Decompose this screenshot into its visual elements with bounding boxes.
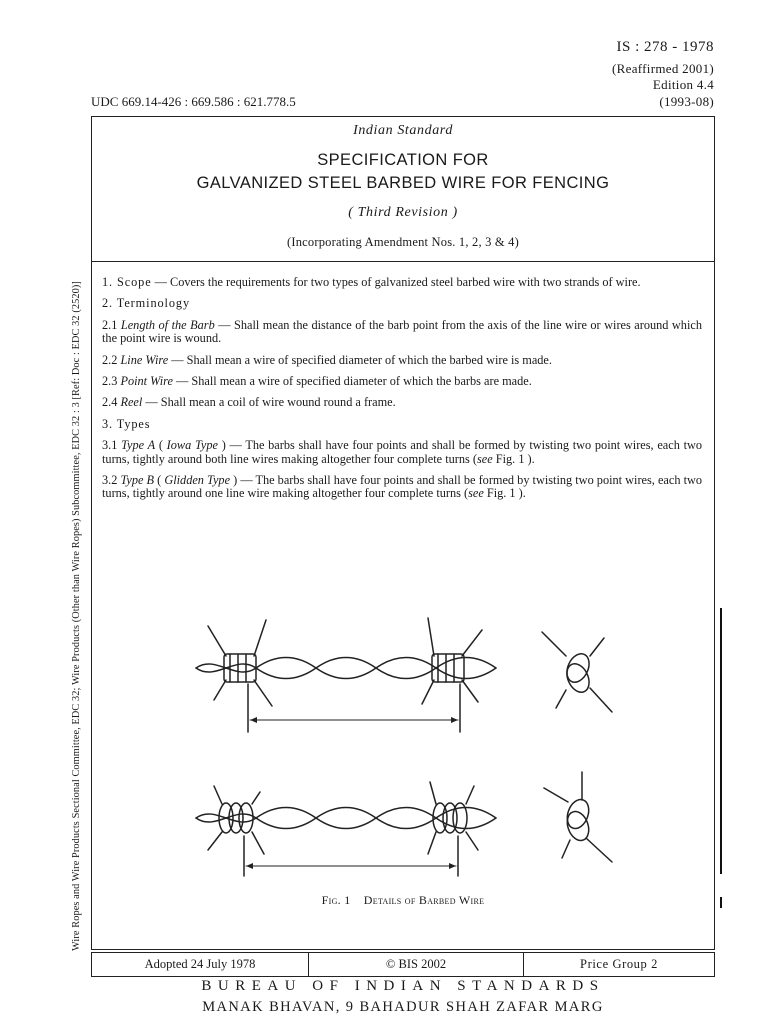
type-a-barb-right: [422, 618, 482, 704]
title-block: [92, 117, 714, 262]
revision-margin-bar: [720, 608, 722, 874]
clause-types: [102, 418, 702, 431]
copyright-notice: © BIS 2002: [309, 953, 524, 976]
type-b-end-view: [544, 772, 612, 862]
clause-text: — Shall mean a wire of specified diameter of which the barbed wire is made.: [168, 352, 552, 367]
clause-text: ) — The barbs shall have four points and shall be formed by twisting two point wires, each two turns, tightly around both line wires making altogether four complete turns (: [102, 438, 703, 466]
clauses-body: [102, 276, 702, 509]
type-b-line-wire: [196, 808, 496, 829]
clause-text: — Shall mean a wire of specified diameter of which the barbs are made.: [172, 374, 532, 389]
revision-margin-bar: [720, 897, 722, 908]
reaffirmed-note: (Reaffirmed 2001): [612, 61, 714, 76]
clause-text: — Covers the requirements for two types of galvanized steel barbed wire with two strands of wire.: [151, 275, 641, 289]
year-code: (1993-08): [659, 94, 714, 109]
clause-term: Reel: [120, 395, 143, 410]
clause-2-3: [102, 375, 702, 388]
clause-subterm: Glidden Type: [164, 473, 231, 488]
clause-2-4: [102, 396, 702, 409]
standard-number: IS : 278 - 1978: [616, 39, 714, 55]
clause-number: 2.1: [102, 317, 118, 332]
clause-number: 2.4: [102, 395, 118, 410]
title-line-2: GALVANIZED STEEL BARBED WIRE FOR FENCING: [196, 174, 610, 192]
type-a-barb-left: [208, 620, 272, 706]
publisher-name: BUREAU OF INDIAN STANDARDS: [201, 978, 605, 994]
figure-title: Details of Barbed Wire: [363, 893, 485, 907]
clause-number: 2.3: [102, 374, 118, 389]
figure-caption: [92, 893, 714, 908]
figure-ref: Fig. 1 ).: [492, 451, 535, 466]
clause-terminology: [102, 297, 702, 310]
revision-note: ( Third Revision ): [348, 205, 458, 220]
clause-text: — Shall mean the distance of the barb point from the axis of the line wire or wires around which the point wire is wound.: [102, 317, 702, 346]
type-b-pitch-dimension: [244, 836, 458, 876]
barbed-wire-figure: [178, 596, 628, 896]
type-b-barb-left: [208, 786, 264, 854]
clause-heading: 2. Terminology: [102, 296, 191, 311]
amendment-note: (Incorporating Amendment Nos. 1, 2, 3 & 4): [287, 235, 519, 249]
adopted-date: Adopted 24 July 1978: [92, 953, 309, 976]
clause-term: Type A: [121, 438, 156, 453]
clause-text: ) — The barbs shall have four points and shall be formed by twisting two point wires, each two turns, tightly around one line wire making altogether four complete turns (: [102, 473, 703, 501]
clause-number: 3.2: [102, 473, 118, 488]
clause-2-2: [102, 354, 702, 367]
clause-number: 2.2: [102, 352, 118, 367]
clause-term: Line Wire: [120, 352, 169, 367]
publisher-address: MANAK BHAVAN, 9 BAHADUR SHAH ZAFAR MARG: [202, 999, 604, 1015]
clause-number: 3.1: [102, 438, 118, 453]
title-line-1: SPECIFICATION FOR: [317, 151, 489, 169]
udc-number: UDC 669.14-426 : 669.586 : 621.778.5: [91, 94, 296, 109]
clause-term: Type B: [120, 473, 155, 488]
committee-sidebar-note: Wire Ropes and Wire Products Sectional Committee, EDC 32; Wire Products (Other than Wire Ropes) Subcommittee, EDC 32 : 3 [Ref: Doc : EDC 32 (2520)]: [71, 281, 82, 951]
clause-heading: 3. Types: [102, 416, 151, 431]
clause-term: Length of the Barb: [120, 317, 215, 332]
clause-scope: [102, 276, 702, 289]
clause-3-1: 3.1 Type A ( Iowa Type ) — The barbs shall have four points and shall be formed by twisting two point wires, each two turns, tightly around both line wires making altogether four complete turns (see Fig. 1 ).: [102, 438, 703, 466]
clause-text: — Shall mean a coil of wire wound round a frame.: [142, 395, 396, 410]
clause-2-1: [102, 319, 702, 346]
figure-ref: Fig. 1 ).: [483, 486, 526, 501]
clause-3-2: 3.2 Type B ( Glidden Type ) — The barbs shall have four points and shall be formed by twisting two point wires, each two turns, tightly around one line wire making altogether four complete turns (see Fig. 1 ).: [102, 473, 703, 501]
clause-heading: 1. Scope: [102, 275, 152, 289]
type-a-end-view: [542, 632, 612, 712]
price-group: Price Group 2: [580, 957, 658, 971]
figure-number: Fig. 1: [321, 893, 351, 907]
clause-subterm: Iowa Type: [166, 438, 218, 453]
standard-kind: Indian Standard: [353, 123, 453, 138]
clause-term: Point Wire: [120, 374, 173, 389]
see-word: see: [468, 486, 484, 501]
see-word: see: [476, 451, 493, 466]
type-a-line-wire: [196, 658, 496, 679]
footer-table: [91, 952, 715, 977]
edition-label: Edition 4.4: [652, 77, 714, 92]
